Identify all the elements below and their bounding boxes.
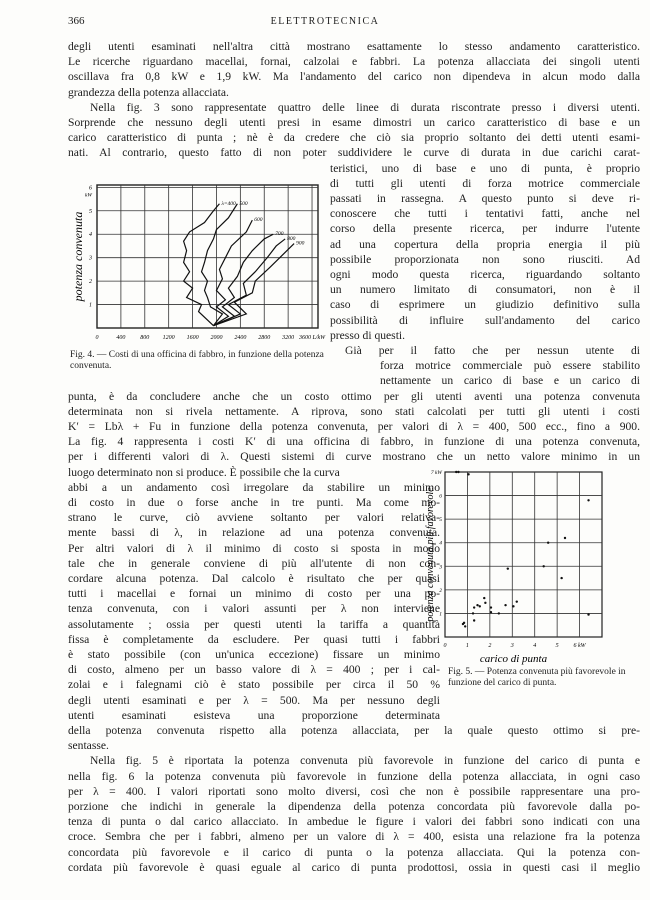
text-line: nella fig. 6 la potenza convenuta più favorevole in funzione della potenza allacciata, in ogni caso [68,769,640,783]
x-tick-label: 5 [555,643,559,649]
text-line: passati in rassegna. A questo punto si deve ri- [330,192,640,205]
text-line: nettamente un carico di base e un carico di [380,374,640,388]
data-point [498,612,500,614]
text-line: per λ = 400. I valori riportati sono molto diversi, così che non è possibile rappresentare una pro- [68,784,640,798]
data-point [455,471,457,473]
x-tick-label: 1600 [186,335,199,341]
text-line: possibilità di influire sull'andamento del carico [330,313,640,327]
plot-frame [97,185,318,328]
x-tick-label: 6 kW [573,643,586,649]
y-tick-label: 2 [439,587,442,594]
text-line: di costo, almeno per un basso valore di λ = 400 ; per i cal- [68,663,440,677]
data-point [547,542,549,544]
text-line: caso di esprimere un giudizio definitivo sulla [330,298,640,312]
text-line: punta, è da concludere anche che un costo ottimo per gli utenti aventi una potenza convenuta [68,389,640,403]
data-point [464,625,466,627]
text-line: cordata più favorevole è quasi eguale al carico di punta prodottosi, ossia in questi casi il meglio [68,860,640,874]
data-point [473,606,475,608]
text-line: degli utenti esaminati nell'altra città mostrano esattamente lo stesso andamento caratteristico. [68,40,640,53]
x-tick-label: 2000 [210,335,223,341]
text-line: sentasse. [68,739,109,753]
curve-line [184,204,220,326]
text-line: ogni modo questa ricerca, riguardando soltanto [330,268,640,281]
data-point [564,537,566,539]
data-point [473,619,475,621]
x-tick-label: 2400 [234,335,247,341]
text-line: Nella fig. 3 sono rappresentate quattro delle linee di durata riscontrate presso i diversi utenti. [90,100,640,114]
x-tick-label: 1 [465,643,469,649]
figure-5-chart [425,462,625,667]
x-tick-label: 800 [140,335,150,341]
text-line: degli utenti esaminati e per λ = 500. Ma per nessuno degli [68,693,440,707]
figure-5-caption: Fig. 5. — Potenza convenuta più favorevole in funzione del carico di punta. [448,667,626,688]
data-point [587,499,589,501]
y-tick-label: 7 kW [430,470,442,476]
text-line: determinata non si rivela nettamente. A riprova, sono stati calcolati per tutti gli utenti i costi [68,404,640,418]
text-line: corso della presente ricerca, per indurre l'utente [330,222,640,236]
curve-label: 800 [287,235,296,242]
data-point [512,605,514,607]
data-point [484,602,486,604]
page-number: 366 [68,15,85,27]
data-point [490,606,492,608]
y-tick-label: 4 [439,540,442,547]
y-axis-label: potenza convenuta [71,211,85,302]
text-line: luogo determinato non si produce. È possibile che la curva [68,465,340,479]
text-line: teristici, uno di base e uno di punta, è proprio [330,161,640,175]
text-line: K′ = Lbλ + Fu in funzione della potenza convenuta, per valori di λ = 400, 500 ecc., fino a 900. [68,420,640,433]
data-point [467,473,469,475]
x-tick-label: 0 [443,643,447,649]
x-tick-label: 3600 L/kW [298,335,326,341]
x-tick-label: 400 [116,335,126,341]
data-point [587,613,589,615]
text-line: abbi a un andamento così irregolare da stabilire un minimo [68,480,440,494]
y-tick-label: 4 [89,232,92,239]
text-line: concordata più favorevole e il carico di punta o la potenza allacciata. Qui la potenza con- [68,845,640,859]
curve-label: 600 [254,217,263,224]
y-tick-label: 1 [89,302,92,309]
data-point [472,612,474,614]
running-head: ELETTROTECNICA [270,16,380,27]
y-tick-label: 3 [89,255,92,262]
x-tick-label: 3200 [282,335,295,341]
text-line: ad una copertura della propria energia il più [330,237,640,251]
text-line: La fig. 4 rappresenta i costi K′ di una officina di fabbro, in funzione di una potenza convenuta, [68,435,640,449]
text-line: di costo in due o forse anche in tre punti. Ma come mo- [68,496,440,509]
text-line: zolai e i falegnami ciò è stato possibile per circa il 50 % [68,678,440,692]
data-point [483,597,485,599]
x-tick-label: 4 [533,643,537,649]
x-tick-label: 2800 [258,335,271,341]
text-line: croce. Sembra che per i fabbri, almeno per un valore di λ = 400, esista una relazione fra la potenza [68,830,640,844]
text-line: forza motrice commerciale può essere stabilito [380,359,640,373]
curve-line [213,220,252,325]
data-point [462,623,464,625]
text-line: di tutti gli utenti di forza motrice commerciale [330,176,640,190]
data-point [560,577,562,579]
text-line: porzione che indichi in generale la dipendenza della potenza concordata più favorevole dalla po- [68,800,640,813]
y-tick-label: 3 [439,564,442,571]
x-axis-label: carico di punta [479,653,548,665]
text-line: nati. Al contrario, questo fatto di non poter suddividere le curve di durata in due carichi carat- [68,146,640,160]
text-line: assolutamente ; ossia per questi utenti la tariffa a quantità [68,617,440,631]
y-axis-label: potenza convenuta più favorevole [425,487,436,622]
figure-4-caption: Fig. 4. — Costi di una officina di fabbro, in funzione della potenza convenuta. [70,350,324,371]
data-point [516,600,518,602]
text-line: carico caratteristico di punta ; nè è da credere che ciò sia proprio soltanto dei detti utenti esami- [68,131,640,145]
x-tick-label: 3 [510,643,514,649]
data-point [490,611,492,613]
curve-label: 700 [275,231,284,238]
data-point [504,604,506,606]
text-line: Nella fig. 5 è riportata la potenza convenuta più favorevole in funzione del carico di punta e [90,754,640,768]
text-line: Sorprende che nessuno degli utenti presi in esame dimostri un carico caratteristico di base e un [68,116,640,129]
y-tick-label: 5 [89,208,92,215]
y-tick-label: 2 [89,279,92,286]
y-tick-label: 1 [439,611,442,618]
plot-frame [445,472,602,637]
text-line: tale che in generale conviene di più all'utente di non con- [68,556,440,570]
text-line: fissa è completamente da escludere. Per quasi tutti i fabbri [68,632,440,646]
text-line: mente bassi di λ, in relazione ad una potenza convenuta. [68,526,440,540]
y-unit-label: kW [84,192,92,199]
text-line: Le ricerche riguardano macellai, fornai, calzolai e fabbri. La potenza allacciata dei singoli utenti [68,55,640,69]
text-line: oscillava fra 0,8 kW e 1,9 kW. Ma l'andamento del carico non dipendeva in alcun modo dalla [68,70,640,84]
figure-4-chart [60,178,330,348]
y-tick-label: 5 [439,517,442,524]
x-tick-label: 2 [488,643,492,649]
text-line: per i differenti valori di λ. Questi sistemi di curve mostrano che un netto valore minimo in un [68,450,640,464]
text-line: della potenza convenuta rispetto alla potenza allacciata, per la quale questo ottimo si pre- [68,724,640,737]
data-point [457,471,459,473]
data-point [507,567,509,569]
curve-label: 900 [296,240,305,247]
text-line: Già per il fatto che per nessun utente di [345,344,640,357]
x-tick-label: 0 [95,335,99,341]
curve-label: λ=400 [221,200,236,207]
text-line: conoscere che tutti i tentativi fatti, anche nel [330,207,640,221]
text-line: è stato possibile (con un'unica eccezione) fissare un minimo [68,648,440,661]
text-line: Per altri valori di λ il minimo di costo si sposta in modo [68,541,440,555]
text-line: presso di questi. [330,328,406,342]
text-line: strano le curve, ciò avviene soltanto per valori relativa- [68,511,440,525]
y-tick-label: 6 [439,493,442,500]
text-line: cordare alcuna potenza. Dal calcolo è risultato che per quasi [68,572,440,585]
text-line: grandezza della potenza allacciata. [68,85,229,99]
curve-label: 500 [239,200,248,207]
data-point [476,604,478,606]
text-line: utenti esaminati esisteva una proporzione determinata [68,708,440,722]
y-tick-label: 6 [89,185,92,192]
text-line: tenza convenuta, con i valori assunti per λ non interviene [68,602,440,616]
data-point [479,605,481,607]
text-line: possibile proporzionata non sono riusciti. Ad [330,252,640,266]
data-point [542,565,544,567]
text-line: un numero limitato di consumatori, non è il [330,283,640,297]
x-tick-label: 1200 [162,335,175,341]
text-line: tutti i macellai e fornai un minimo di costo per una po- [68,587,440,601]
text-line: tenza di punta o dal carico allacciato. In ambedue le figure i valori dei fabbri sono indicati con una [68,815,640,829]
